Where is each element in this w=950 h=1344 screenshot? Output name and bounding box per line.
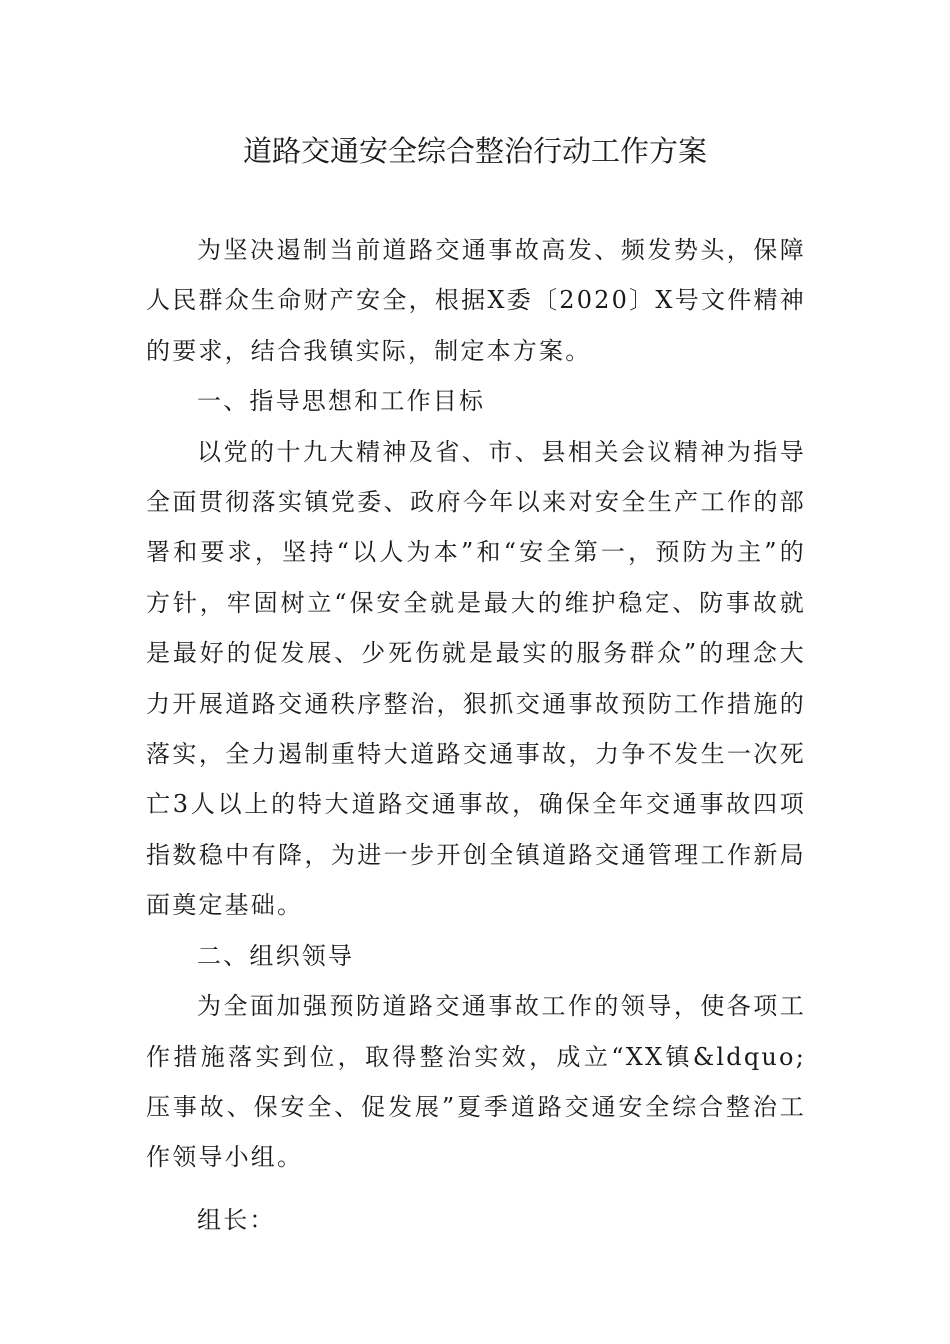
group-leader-label: 组长： — [197, 1205, 276, 1234]
document-body — [146, 225, 806, 1245]
section-heading-organization: 二、组织领导 — [197, 941, 355, 970]
intro-paragraph: 为坚决遏制当前道路交通事故高发、频发势头，保障人民群众生命财产安全，根据X委〔2020〕X号文件精神的要求，结合我镇实际，制定本方案。 — [146, 236, 806, 365]
section-heading-guiding-ideology: 一、指导思想和工作目标 — [197, 387, 486, 416]
guiding-ideology-paragraph: 以党的十九大精神及省、市、县相关会议精神为指导全面贯彻落实镇党委、政府今年以来对安全生产工作的部署和要求，坚持“以人为本”和“安全第一，预防为主”的方针，牢固树立“保安全就是最大的维护稳定、防事故就是最好的促发展、少死伤就是最实的服务群众”的理念大力开展道路交通秩序整治，狠抓交通事故预防工作措施的落实，全力遏制重特大道路交通事故，力争不发生一次死亡3人以上的特大道路交通事故，确保全年交通事故四项指数稳中有降，为进一步开创全镇道路交通管理工作新局面奠定基础。 — [146, 437, 806, 920]
document-title: 道路交通安全综合整治行动工作方案 — [242, 134, 707, 168]
organization-paragraph: 为全面加强预防道路交通事故工作的领导，使各项工作措施落实到位，取得整治实效，成立“XX镇&ldquo;压事故、保安全、促发展”夏季道路交通安全综合整治工作领导小组。 — [146, 992, 806, 1172]
